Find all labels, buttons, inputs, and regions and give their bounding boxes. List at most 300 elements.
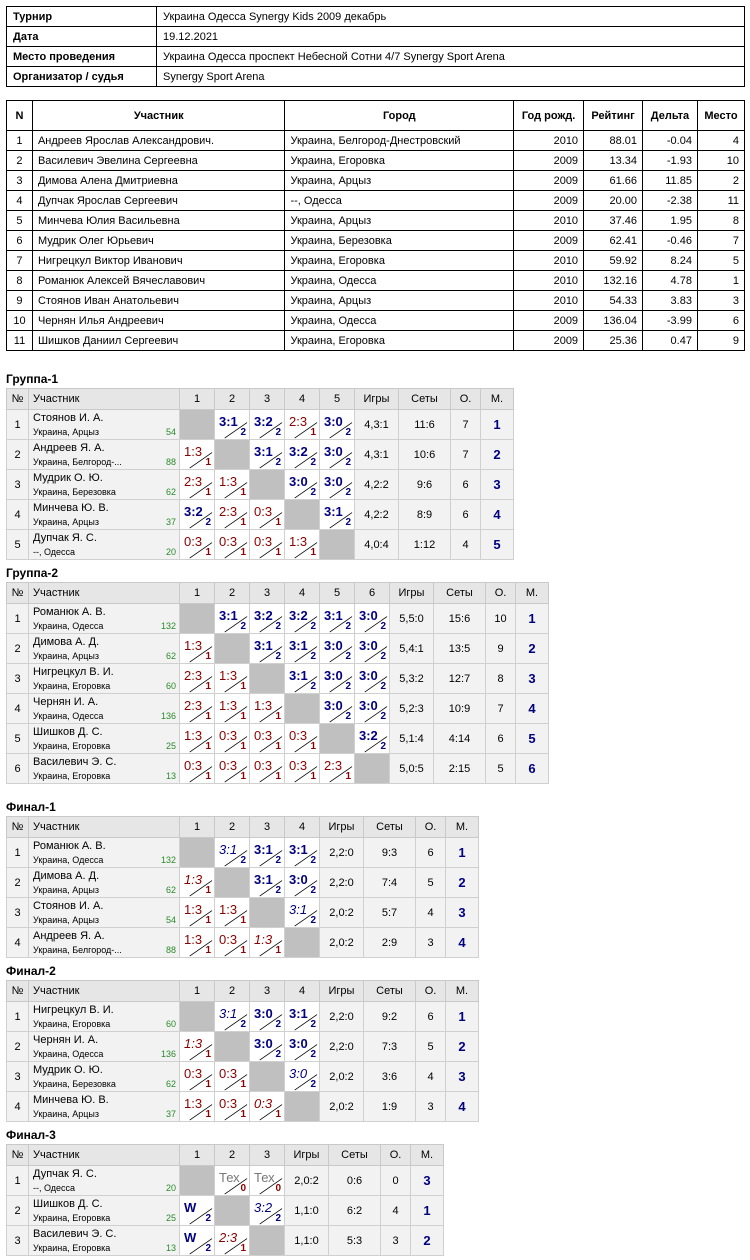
match-score: 0:3 xyxy=(254,728,273,743)
match-score: 0:3 xyxy=(219,728,238,743)
games-value: 5,5:0 xyxy=(390,604,434,634)
match-result-cell[interactable] xyxy=(250,1032,285,1062)
player-number: 3 xyxy=(7,470,29,500)
match-points: 1 xyxy=(275,771,281,782)
player-number: 1 xyxy=(7,838,29,868)
match-result-cell[interactable] xyxy=(285,440,320,470)
player-number: 1 xyxy=(7,1166,29,1196)
match-result-cell[interactable] xyxy=(250,838,285,868)
match-result-cell[interactable] xyxy=(320,664,355,694)
participant-cell: Шишков Даниил Сергеевич xyxy=(32,331,285,351)
participant-cell: 2010 xyxy=(514,211,584,231)
player-name[interactable]: Минчева Ю. В. xyxy=(33,502,109,514)
self-match-cell xyxy=(285,928,320,958)
player-rating: 20 xyxy=(165,1183,176,1193)
participant-cell: 11 xyxy=(7,331,33,351)
match-result-cell[interactable] xyxy=(320,634,355,664)
match-result-cell[interactable] xyxy=(285,470,320,500)
participants-header: Город xyxy=(285,101,514,131)
match-result-cell[interactable] xyxy=(250,530,285,560)
participants-header: N xyxy=(7,101,33,131)
participant-cell: -0.04 xyxy=(643,131,698,151)
match-points: 2 xyxy=(310,915,316,926)
player-cell xyxy=(29,838,180,868)
match-result-cell[interactable] xyxy=(215,604,250,634)
match-result-cell[interactable] xyxy=(355,694,390,724)
participant-cell: 88.01 xyxy=(584,131,643,151)
games-value: 2,2:0 xyxy=(320,868,364,898)
match-points: 1 xyxy=(240,741,246,752)
place-value: 3 xyxy=(446,1062,479,1092)
place-value: 1 xyxy=(446,1002,479,1032)
player-name[interactable]: Стоянов И. А. xyxy=(33,900,104,912)
match-points: 1 xyxy=(275,1109,281,1120)
match-result-cell[interactable] xyxy=(285,1032,320,1062)
match-result-cell[interactable] xyxy=(320,440,355,470)
player-number: 2 xyxy=(7,440,29,470)
participant-cell: 7 xyxy=(697,231,744,251)
player-city: Украина, Егоровка xyxy=(33,1243,111,1253)
match-result-cell[interactable] xyxy=(180,500,215,530)
group-header-cell: М. xyxy=(411,1145,444,1166)
player-cell xyxy=(29,898,180,928)
match-result-cell[interactable] xyxy=(285,410,320,440)
group-player-row xyxy=(7,410,514,440)
match-points: 1 xyxy=(205,915,211,926)
match-points: 2 xyxy=(310,621,316,632)
match-points: 2 xyxy=(310,457,316,468)
match-result-cell[interactable] xyxy=(250,1002,285,1032)
match-points: 1 xyxy=(275,517,281,528)
participants-header: Участник xyxy=(32,101,285,131)
match-result-cell[interactable] xyxy=(215,928,250,958)
match-result-cell[interactable] xyxy=(180,1226,215,1256)
match-result-cell[interactable] xyxy=(180,1092,215,1122)
participant-cell: 2010 xyxy=(514,271,584,291)
match-points: 2 xyxy=(380,741,386,752)
group-header-cell: № xyxy=(7,817,29,838)
match-result-cell[interactable] xyxy=(180,724,215,754)
player-city: Украина, Одесса xyxy=(33,1049,104,1059)
match-points: 2 xyxy=(240,427,246,438)
match-points: 1 xyxy=(310,427,316,438)
player-cell xyxy=(29,1032,180,1062)
player-number: 4 xyxy=(7,500,29,530)
match-result-cell[interactable] xyxy=(215,754,250,784)
participant-cell: 2009 xyxy=(514,311,584,331)
player-number: 1 xyxy=(7,1002,29,1032)
match-result-cell[interactable] xyxy=(250,604,285,634)
player-name[interactable]: Нигрецкул В. И. xyxy=(33,1004,114,1016)
group-header-cell: Участник xyxy=(29,981,180,1002)
match-result-cell[interactable] xyxy=(285,724,320,754)
match-result-cell[interactable] xyxy=(215,500,250,530)
match-result-cell[interactable] xyxy=(320,754,355,784)
group-header-cell: № xyxy=(7,981,29,1002)
match-points: 1 xyxy=(240,1109,246,1120)
participant-cell: 8 xyxy=(7,271,33,291)
match-result-cell[interactable] xyxy=(250,724,285,754)
match-result-cell[interactable] xyxy=(250,694,285,724)
match-score: 0:3 xyxy=(254,1096,273,1111)
match-result-cell[interactable] xyxy=(320,410,355,440)
group-table xyxy=(6,980,479,1122)
games-value: 2,0:2 xyxy=(320,1092,364,1122)
match-result-cell[interactable] xyxy=(355,604,390,634)
participants-header: Дельта xyxy=(643,101,698,131)
player-name[interactable]: Стоянов И. А. xyxy=(33,412,104,424)
player-city: Украина, Арцыз xyxy=(33,1109,100,1119)
match-result-cell[interactable] xyxy=(215,838,250,868)
participant-row xyxy=(7,331,745,351)
match-points: 2 xyxy=(240,855,246,866)
match-result-cell[interactable] xyxy=(180,664,215,694)
place-value: 1 xyxy=(516,604,549,634)
group-header-cell: О. xyxy=(451,389,481,410)
match-points: 1 xyxy=(240,915,246,926)
participant-cell: Василевич Эвелина Сергеевна xyxy=(32,151,285,171)
player-cell xyxy=(29,1002,180,1032)
match-result-cell[interactable] xyxy=(180,928,215,958)
participant-cell: --, Одесса xyxy=(285,191,514,211)
group-header-cell: Участник xyxy=(29,1145,180,1166)
participant-cell: 25.36 xyxy=(584,331,643,351)
player-rating: 20 xyxy=(165,547,176,557)
player-number: 2 xyxy=(7,1032,29,1062)
participant-cell: 3 xyxy=(7,171,33,191)
participant-row xyxy=(7,311,745,331)
group-player-row xyxy=(7,868,479,898)
participant-row xyxy=(7,211,745,231)
participant-cell: 5 xyxy=(7,211,33,231)
player-rating: 62 xyxy=(165,487,176,497)
match-result-cell[interactable] xyxy=(285,530,320,560)
match-result-cell[interactable] xyxy=(250,410,285,440)
points-value: 7 xyxy=(486,694,516,724)
group-header-cell: 1 xyxy=(180,583,215,604)
match-points: 1 xyxy=(205,711,211,722)
player-cell xyxy=(29,754,180,784)
group-header-cell: 5 xyxy=(320,389,355,410)
match-points: 1 xyxy=(205,1079,211,1090)
match-result-cell[interactable] xyxy=(285,1002,320,1032)
match-result-cell[interactable] xyxy=(215,1226,250,1256)
match-result-cell[interactable] xyxy=(250,500,285,530)
group-player-row xyxy=(7,1196,444,1226)
match-result-cell[interactable] xyxy=(250,928,285,958)
participants-table xyxy=(6,100,745,351)
match-score: 0:3 xyxy=(254,504,273,519)
group-header-cell: М. xyxy=(446,981,479,1002)
match-points: 1 xyxy=(205,547,211,558)
match-result-cell[interactable] xyxy=(180,754,215,784)
points-value: 6 xyxy=(451,470,481,500)
match-points: 2 xyxy=(310,1019,316,1030)
sets-value: 2:9 xyxy=(364,928,416,958)
match-score: 3:1 xyxy=(219,414,238,429)
self-match-cell xyxy=(180,410,215,440)
match-result-cell[interactable] xyxy=(285,754,320,784)
player-rating: 13 xyxy=(165,771,176,781)
participant-cell: Украина, Белгород-Днестровский xyxy=(285,131,514,151)
match-result-cell[interactable] xyxy=(180,470,215,500)
player-name[interactable]: Романюк А. В. xyxy=(33,840,106,852)
match-score: 1:3 xyxy=(184,1036,203,1051)
match-points: 2 xyxy=(345,621,351,632)
match-score: 3:0 xyxy=(289,872,308,887)
match-result-cell[interactable] xyxy=(215,724,250,754)
player-name[interactable]: Шишков Д. С. xyxy=(33,726,103,738)
match-score: 3:1 xyxy=(254,872,273,887)
match-result-cell[interactable] xyxy=(250,1166,285,1196)
group-header-row xyxy=(7,817,479,838)
match-result-cell[interactable] xyxy=(180,694,215,724)
group-header-row xyxy=(7,1145,444,1166)
match-result-cell[interactable] xyxy=(250,1196,285,1226)
match-result-cell[interactable] xyxy=(285,868,320,898)
match-points: 1 xyxy=(275,945,281,956)
group-header-cell: О. xyxy=(416,817,446,838)
match-result-cell[interactable] xyxy=(355,724,390,754)
match-score: 1:3 xyxy=(219,668,238,683)
match-result-cell[interactable] xyxy=(285,898,320,928)
group-header-cell: Участник xyxy=(29,817,180,838)
match-result-cell[interactable] xyxy=(180,868,215,898)
group-header-cell: О. xyxy=(416,981,446,1002)
player-cell xyxy=(29,1196,180,1226)
match-result-cell[interactable] xyxy=(180,898,215,928)
games-value: 4,0:4 xyxy=(355,530,399,560)
match-result-cell[interactable] xyxy=(285,664,320,694)
match-score: 3:0 xyxy=(359,638,378,653)
player-cell xyxy=(29,634,180,664)
match-points: 2 xyxy=(275,1049,281,1060)
player-name[interactable]: Дупчак Я. С. xyxy=(33,532,97,544)
player-name[interactable]: Василевич Э. С. xyxy=(33,756,117,768)
match-result-cell[interactable] xyxy=(215,530,250,560)
player-city: --, Одесса xyxy=(33,1183,76,1193)
player-cell xyxy=(29,928,180,958)
participant-cell: 62.41 xyxy=(584,231,643,251)
match-points: 2 xyxy=(345,457,351,468)
match-score: 2:3 xyxy=(219,1230,238,1245)
info-key: Место проведения xyxy=(7,47,157,67)
match-result-cell[interactable] xyxy=(285,1062,320,1092)
match-points: 1 xyxy=(205,1109,211,1120)
group-player-row xyxy=(7,1062,479,1092)
player-name[interactable]: Димова А. Д. xyxy=(33,870,100,882)
participant-cell: 59.92 xyxy=(584,251,643,271)
player-name[interactable]: Шишков Д. С. xyxy=(33,1198,103,1210)
player-name[interactable]: Андреев Я. А. xyxy=(33,442,105,454)
match-points: 2 xyxy=(345,681,351,692)
player-rating: 13 xyxy=(165,1243,176,1253)
match-score: 3:1 xyxy=(254,638,273,653)
participant-cell: Романюк Алексей Вячеславович xyxy=(32,271,285,291)
match-score: 2:3 xyxy=(184,668,203,683)
group-table xyxy=(6,816,479,958)
match-score: 3:1 xyxy=(324,504,343,519)
player-name[interactable]: Минчева Ю. В. xyxy=(33,1094,109,1106)
match-result-cell[interactable] xyxy=(215,410,250,440)
info-key: Дата xyxy=(7,27,157,47)
player-number: 2 xyxy=(7,1196,29,1226)
match-result-cell[interactable] xyxy=(215,1166,250,1196)
match-points: 2 xyxy=(345,651,351,662)
participant-cell: 61.66 xyxy=(584,171,643,191)
participant-cell: 1 xyxy=(697,271,744,291)
player-name[interactable]: Мудрик О. Ю. xyxy=(33,472,103,484)
match-result-cell[interactable] xyxy=(215,1092,250,1122)
match-points: 1 xyxy=(275,547,281,558)
match-points: 1 xyxy=(205,1049,211,1060)
match-result-cell[interactable] xyxy=(355,634,390,664)
place-value: 1 xyxy=(481,410,514,440)
match-result-cell[interactable] xyxy=(320,470,355,500)
match-result-cell[interactable] xyxy=(215,694,250,724)
points-value: 8 xyxy=(486,664,516,694)
points-value: 3 xyxy=(416,1092,446,1122)
match-result-cell[interactable] xyxy=(250,868,285,898)
match-result-cell[interactable] xyxy=(250,634,285,664)
sets-value: 5:3 xyxy=(329,1226,381,1256)
match-points: 1 xyxy=(310,741,316,752)
player-rating: 62 xyxy=(165,885,176,895)
player-name[interactable]: Нигрецкул В. И. xyxy=(33,666,114,678)
player-name[interactable]: Чернян И. А. xyxy=(33,696,99,708)
self-match-cell xyxy=(180,1002,215,1032)
games-value: 1,1:0 xyxy=(285,1226,329,1256)
self-match-cell xyxy=(215,1032,250,1062)
games-value: 2,2:0 xyxy=(320,1032,364,1062)
player-rating: 132 xyxy=(160,621,176,631)
player-cell xyxy=(29,604,180,634)
player-number: 1 xyxy=(7,410,29,440)
sets-value: 5:7 xyxy=(364,898,416,928)
group-header-cell: Участник xyxy=(29,583,180,604)
match-result-cell[interactable] xyxy=(215,664,250,694)
player-name[interactable]: Чернян И. А. xyxy=(33,1034,99,1046)
match-result-cell[interactable] xyxy=(285,838,320,868)
games-value: 4,2:2 xyxy=(355,500,399,530)
match-result-cell[interactable] xyxy=(215,1062,250,1092)
player-city: Украина, Белгород-... xyxy=(33,457,122,467)
participant-cell: Дупчак Ярослав Сергеевич xyxy=(32,191,285,211)
place-value: 4 xyxy=(446,1092,479,1122)
player-rating: 60 xyxy=(165,1019,176,1029)
match-result-cell[interactable] xyxy=(250,754,285,784)
player-rating: 25 xyxy=(165,1213,176,1223)
self-match-cell xyxy=(250,470,285,500)
match-result-cell[interactable] xyxy=(180,440,215,470)
match-result-cell[interactable] xyxy=(355,664,390,694)
group-player-row xyxy=(7,1226,444,1256)
participant-row xyxy=(7,291,745,311)
match-result-cell[interactable] xyxy=(320,604,355,634)
match-points: 2 xyxy=(275,1019,281,1030)
player-number: 3 xyxy=(7,1226,29,1256)
match-result-cell[interactable] xyxy=(285,634,320,664)
player-name[interactable]: Мудрик О. Ю. xyxy=(33,1064,103,1076)
games-value: 4,2:2 xyxy=(355,470,399,500)
points-value: 3 xyxy=(416,928,446,958)
match-result-cell[interactable] xyxy=(250,1092,285,1122)
match-points: 1 xyxy=(205,741,211,752)
match-points: 1 xyxy=(205,681,211,692)
player-name[interactable]: Романюк А. В. xyxy=(33,606,106,618)
group-header-cell: 1 xyxy=(180,1145,215,1166)
match-points: 1 xyxy=(345,771,351,782)
place-value: 1 xyxy=(411,1196,444,1226)
self-match-cell xyxy=(180,604,215,634)
player-city: Украина, Арцыз xyxy=(33,517,100,527)
self-match-cell xyxy=(250,898,285,928)
match-result-cell[interactable] xyxy=(285,604,320,634)
match-result-cell[interactable] xyxy=(320,694,355,724)
player-name[interactable]: Василевич Э. С. xyxy=(33,1228,117,1240)
sets-value: 1:9 xyxy=(364,1092,416,1122)
match-result-cell[interactable] xyxy=(180,1196,215,1226)
match-score: 1:3 xyxy=(184,444,203,459)
match-score: 1:3 xyxy=(184,932,203,947)
participant-cell: 13.34 xyxy=(584,151,643,171)
participant-cell: 5 xyxy=(697,251,744,271)
match-points: 2 xyxy=(240,621,246,632)
player-name[interactable]: Дупчак Я. С. xyxy=(33,1168,97,1180)
group-header-cell: М. xyxy=(446,817,479,838)
player-city: Украина, Арцыз xyxy=(33,915,100,925)
group-header-cell: 3 xyxy=(250,817,285,838)
player-name[interactable]: Димова А. Д. xyxy=(33,636,100,648)
match-result-cell[interactable] xyxy=(180,1062,215,1092)
participant-cell: 7 xyxy=(7,251,33,271)
participant-cell: Нигрецкул Виктор Иванович xyxy=(32,251,285,271)
points-value: 3 xyxy=(381,1226,411,1256)
group-player-row xyxy=(7,1002,479,1032)
sets-value: 12:7 xyxy=(434,664,486,694)
participant-cell: 4 xyxy=(7,191,33,211)
player-city: Украина, Арцыз xyxy=(33,427,100,437)
match-result-cell[interactable] xyxy=(180,634,215,664)
match-result-cell[interactable] xyxy=(215,470,250,500)
match-score: 3:2 xyxy=(254,414,273,429)
participant-cell: Украина, Егоровка xyxy=(285,151,514,171)
group-header-cell: 3 xyxy=(250,389,285,410)
player-name[interactable]: Андреев Я. А. xyxy=(33,930,105,942)
participant-cell: 10 xyxy=(7,311,33,331)
match-score: 0:3 xyxy=(219,1066,238,1081)
group-player-row xyxy=(7,530,514,560)
place-value: 4 xyxy=(516,694,549,724)
player-city: Украина, Егоровка xyxy=(33,771,111,781)
self-match-cell xyxy=(215,1196,250,1226)
match-result-cell[interactable] xyxy=(180,530,215,560)
player-city: Украина, Одесса xyxy=(33,855,104,865)
match-result-cell[interactable] xyxy=(215,898,250,928)
match-result-cell[interactable] xyxy=(215,1002,250,1032)
match-result-cell[interactable] xyxy=(250,440,285,470)
match-result-cell[interactable] xyxy=(320,500,355,530)
group-header-cell: 6 xyxy=(355,583,390,604)
match-points: 1 xyxy=(205,945,211,956)
player-number: 4 xyxy=(7,1092,29,1122)
match-result-cell[interactable] xyxy=(180,1032,215,1062)
player-number: 4 xyxy=(7,694,29,724)
participant-cell: Мудрик Олег Юрьевич xyxy=(32,231,285,251)
place-value: 2 xyxy=(481,440,514,470)
participants-header: Год рожд. xyxy=(514,101,584,131)
player-number: 2 xyxy=(7,634,29,664)
